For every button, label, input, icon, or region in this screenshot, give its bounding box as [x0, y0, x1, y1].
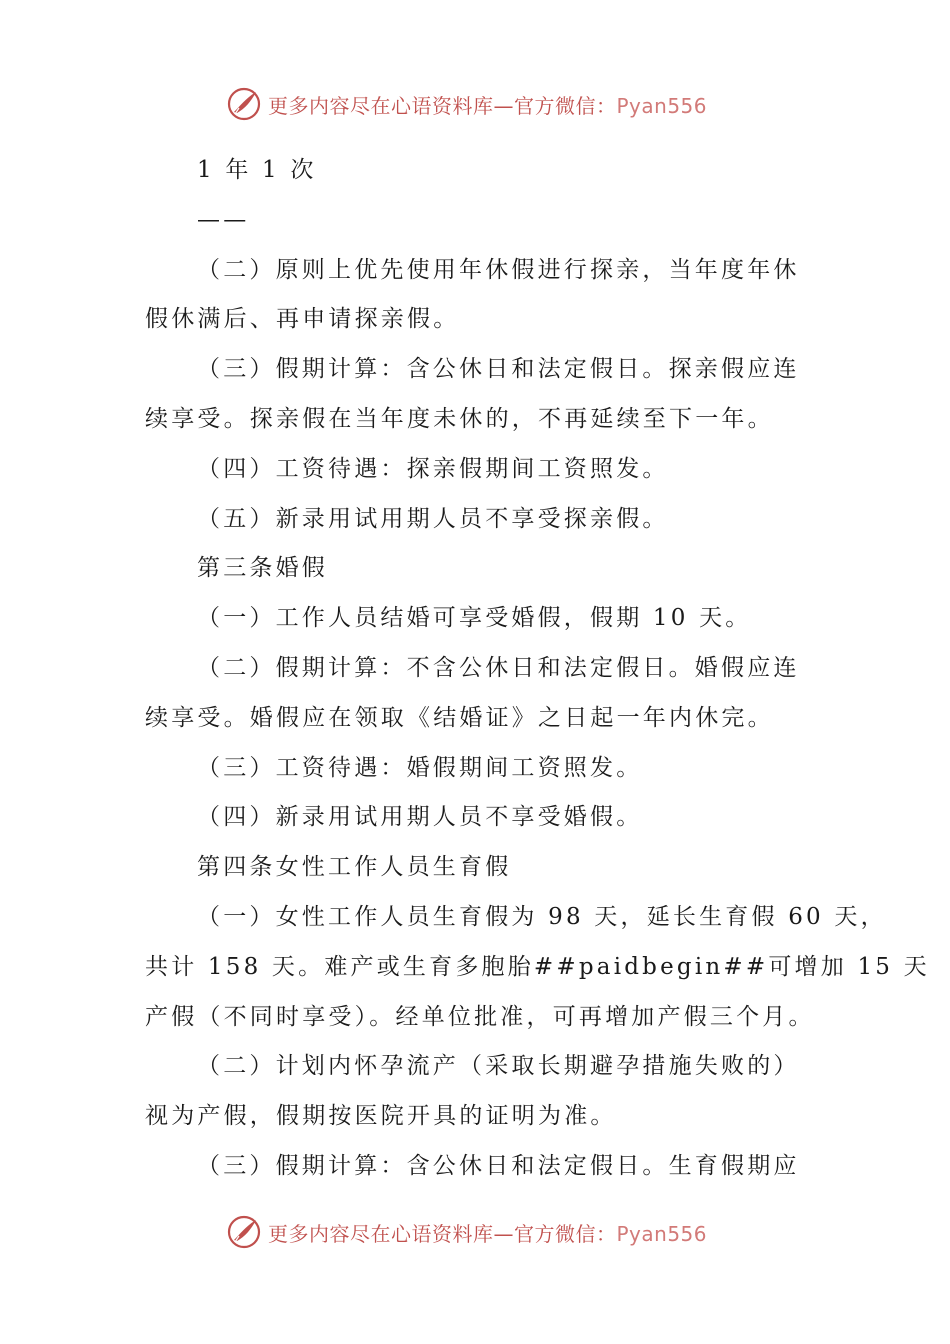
footer-watermark — [226, 1212, 746, 1252]
watermark-text — [268, 1218, 707, 1247]
text-line: （二）计划内怀孕流产（采取长期避孕措施失败的） — [197, 1053, 800, 1080]
text-line: 第三条婚假 — [197, 555, 328, 582]
text-line: —— — [197, 206, 250, 233]
text-line: （一）工作人员结婚可享受婚假，假期 10 天。 — [197, 605, 752, 632]
text-line: （三）假期计算：含公休日和法定假日。生育假期应 — [197, 1152, 800, 1179]
text-line: 假休满后、再申请探亲假。 — [145, 306, 460, 333]
watermark-label: 更多内容尽在心语资料库—官方微信： — [268, 1221, 617, 1246]
document-body — [145, 146, 930, 1192]
watermark-label: 更多内容尽在心语资料库—官方微信： — [268, 93, 617, 118]
quill-pen-logo-icon — [226, 86, 262, 122]
header-watermark — [226, 84, 746, 124]
text-line: （三）工资待遇：婚假期间工资照发。 — [197, 754, 643, 781]
text-line: （四）新录用试用期人员不享受婚假。 — [197, 804, 643, 831]
text-line: 产假（不同时享受）。经单位批准，可再增加产假三个月。 — [145, 1003, 815, 1030]
text-line: 续享受。探亲假在当年度未休的，不再延续至下一年。 — [145, 405, 774, 432]
watermark-text — [268, 90, 707, 119]
text-line: （二）原则上优先使用年休假进行探亲，当年度年休 — [197, 256, 800, 283]
text-line: 第四条女性工作人员生育假 — [197, 854, 512, 881]
text-line: 共计 158 天。难产或生育多胞胎##paidbegin##可增加 15 天 — [145, 953, 930, 980]
text-line: （三）假期计算：含公休日和法定假日。探亲假应连 — [197, 356, 800, 383]
text-line: （四）工资待遇：探亲假期间工资照发。 — [197, 455, 669, 482]
watermark-wechat-id: Pyan556 — [616, 1221, 708, 1246]
watermark-wechat-id: Pyan556 — [616, 93, 708, 118]
quill-pen-logo-icon — [226, 1214, 262, 1250]
text-line: 续享受。婚假应在领取《结婚证》之日起一年内休完。 — [145, 704, 774, 731]
text-line: 视为产假，假期按医院开具的证明为准。 — [145, 1103, 617, 1130]
text-line: （五）新录用试用期人员不享受探亲假。 — [197, 505, 669, 532]
text-line: （一）女性工作人员生育假为 98 天，延长生育假 60 天， — [197, 903, 887, 930]
text-line: 1 年 1 次 — [197, 157, 317, 183]
text-line: （二）假期计算：不含公休日和法定假日。婚假应连 — [197, 654, 800, 681]
